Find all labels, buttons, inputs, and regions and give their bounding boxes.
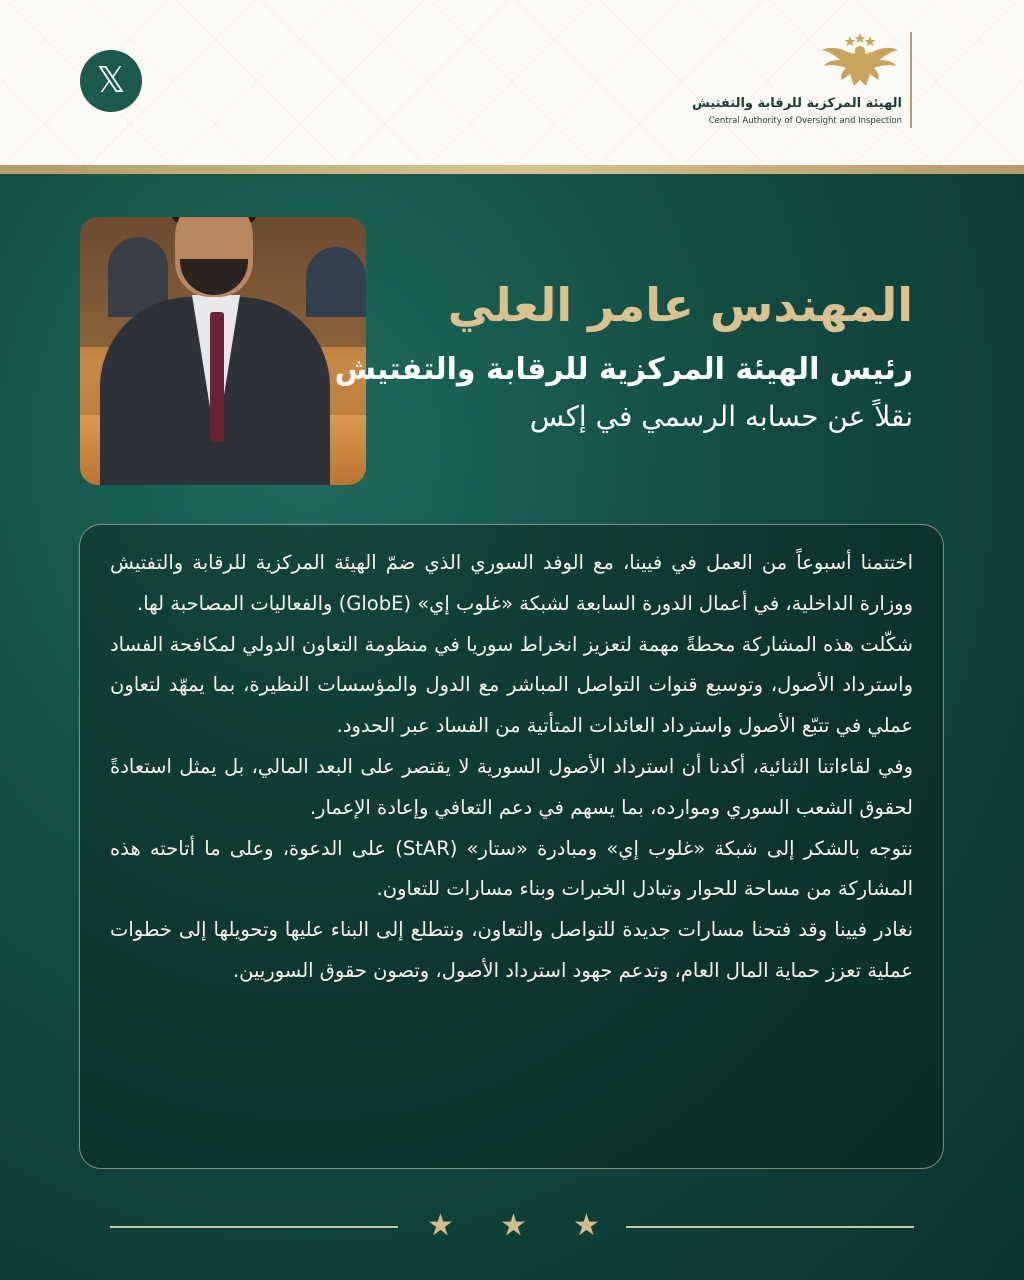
- paragraph: وفي لقاءاتنا الثنائية، أكدنا أن استرداد الأصول السورية لا يقتصر على البعد المالي، بل يمثل استعادةً لحقوق الشعب السوري وموارده، بما يسهم في دعم التعافي وإعادة الإعمار.: [110, 754, 913, 819]
- paragraph: نغادر فيينا وقد فتحنا مسارات جديدة للتواصل والتعاون، ونتطلع إلى البناء عليها وتحويلها إلى خطوات عملية تعزز حماية المال العام، وتدعم جهود استرداد الأصول، وتصون حقوق السوريين.: [110, 918, 913, 982]
- eagle-emblem-icon: [818, 32, 902, 92]
- authority-logo: [691, 32, 912, 130]
- paragraph: شكّلت هذه المشاركة محطةً مهمة لتعزيز انخراط سوريا في منظومة التعاون الدولي لمكافحة الفساد واسترداد الأصول، وتوسيع قنوات التواصل المباشر مع الدول والمؤسسات النظيرة، بما يمهّد لتعاون عملي في تتبّع الأصول واسترداد العائدات المتأتية من الفساد عبر الحدود.: [110, 632, 913, 738]
- x-logo-icon[interactable]: 𝕏: [80, 50, 142, 112]
- star-icon: ★: [427, 1208, 454, 1243]
- source-note: نقلاً عن حسابه الرسمي في إكس: [529, 400, 913, 433]
- footer-divider-right: [626, 1226, 914, 1228]
- paragraph: نتوجه بالشكر إلى شبكة «غلوب إي» ومبادرة «ستار» (StAR) على الدعوة، وعلى ما أتاحته هذه المشاركة من مساحة للحوار وتبادل الخبرات وبناء مسارات للتعاون.: [110, 836, 913, 901]
- paragraph: اختتمنا أسبوعاً من العمل في فيينا، مع الوفد السوري الذي ضمّ الهيئة المركزية للرقابة والتفتيش ووزارة الداخلية، في أعمال الدورة السابعة لشبكة «غلوب إي» (GlobE) والفعاليات المصاحبة لها.: [110, 551, 913, 615]
- footer-divider-left: [110, 1226, 398, 1228]
- logo-name-arabic: الهيئة المركزية للرقابة والتفتيش: [691, 96, 902, 111]
- statement-card: [79, 524, 944, 1169]
- logo-divider: [910, 32, 912, 128]
- statement-text: [110, 543, 913, 992]
- header-divider: [0, 165, 1024, 174]
- person-name: المهندس عامر العلي: [447, 278, 913, 332]
- portrait-photo: [80, 217, 366, 485]
- star-icon: ★: [573, 1208, 600, 1243]
- star-icon: ★: [500, 1208, 527, 1243]
- logo-name-english: Central Authority of Oversight and Inspection: [708, 116, 902, 126]
- person-title: رئيس الهيئة المركزية للرقابة والتفتيش: [334, 352, 913, 387]
